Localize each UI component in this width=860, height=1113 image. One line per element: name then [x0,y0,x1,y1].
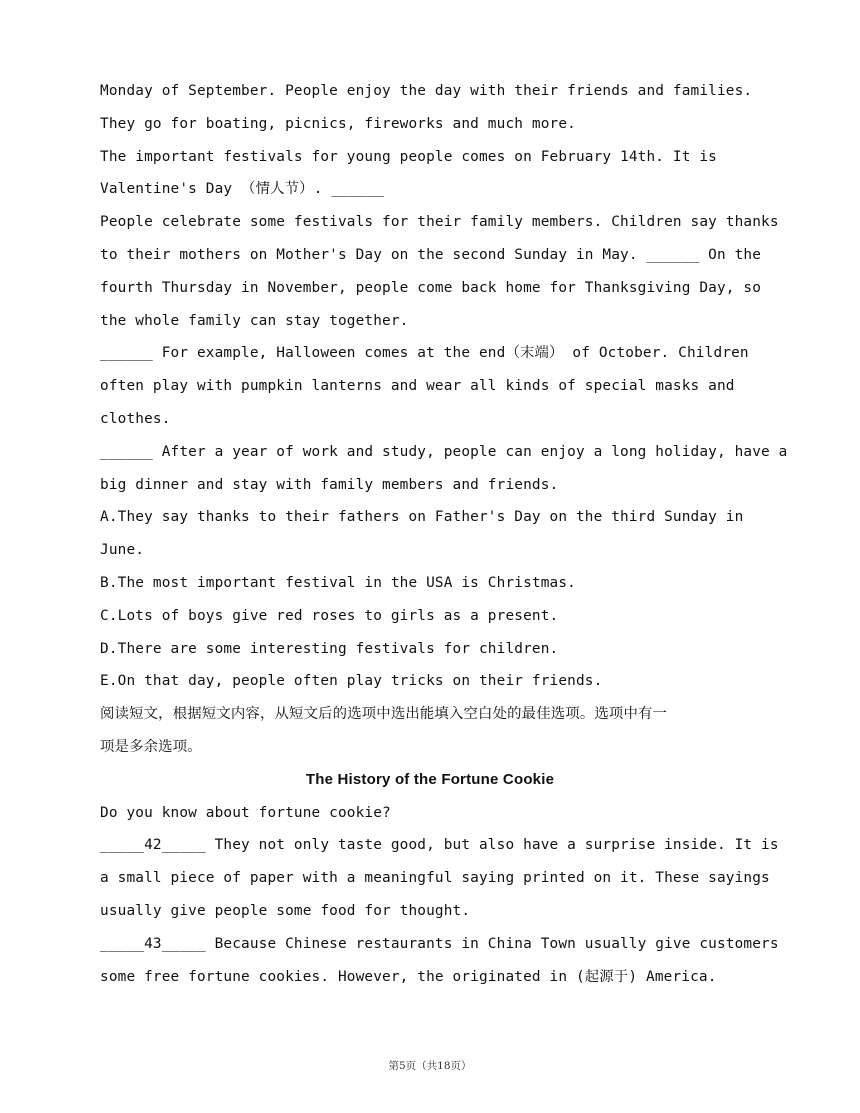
passage-line: fourth Thursday in November, people come back home for Thanksgiving Day, so [100,279,762,296]
option-line: C.Lots of boys give red roses to girls as a present. [100,607,559,624]
option-line: June. [100,542,145,559]
passage-two [100,764,779,994]
passage-line: _____42_____ They not only taste good, but also have a surprise inside. It is [100,837,779,854]
option-line: A.They say thanks to their fathers on Father's Day on the third Sunday in [100,509,744,526]
passage-line: Monday of September. People enjoy the day with their friends and families. [100,83,753,99]
passage-line: ______ After a year of work and study, people can enjoy a long holiday, have a [100,443,788,460]
passage-line: _____43_____ Because Chinese restaurants in China Town usually give customers [100,935,779,952]
passage-line: Do you know about fortune cookie? [100,804,391,821]
instruction-line: 阅读短文，根据短文内容，从短文后的选项中选出能填入空白处的最佳选项。选项中有一 [100,706,668,723]
instruction [100,698,760,764]
option-line: D.There are some interesting festivals for children. [100,640,559,657]
passage-line: The important festivals for young people comes on February 14th. It is [100,148,717,165]
passage-line: They go for boating, picnics, fireworks and much more. [100,115,576,132]
option-line: B.The most important festival in the USA is Christmas. [100,574,576,591]
option-line: E.On that day, people often play tricks on their friends. [100,673,603,690]
document-page [100,75,788,993]
passage-line: ______ For example, Halloween comes at the end（末端） of October. Children [100,345,749,362]
passage-line: the whole family can stay together. [100,312,409,329]
answer-options [100,501,760,698]
passage-line: big dinner and stay with family members and friends. [100,476,559,493]
passage-line: a small piece of paper with a meaningful saying printed on it. These sayings [100,870,770,887]
passage-title: The History of the Fortune Cookie [305,770,555,788]
passage-line: People celebrate some festivals for their family members. Children say thanks [100,214,779,231]
passage-line: often play with pumpkin lanterns and wear all kinds of special masks and [100,378,735,395]
page-number-footer: 第5页（共18页） [388,1060,472,1072]
passage-line: usually give people some food for thought. [100,902,471,919]
passage-line: clothes. [100,410,171,427]
passage-line: some free fortune cookies. However, the originated in (起源于) America. [100,968,717,985]
passage-one [100,75,788,501]
passage-line: Valentine's Day （情人节）. ______ [100,181,385,198]
passage-line: to their mothers on Mother's Day on the second Sunday in May. ______ On the [100,246,762,263]
instruction-line: 项是多余选项。 [100,738,202,755]
